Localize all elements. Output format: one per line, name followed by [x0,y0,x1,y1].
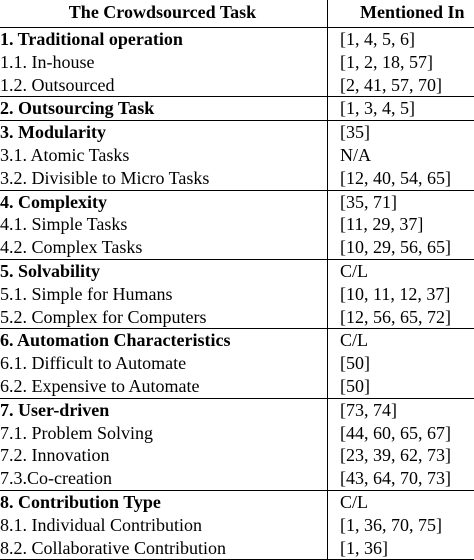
subcategory-row [0,306,474,329]
reference-cell: [50] [340,353,370,374]
reference-cell: [1, 36] [340,537,388,558]
subcategory-row [0,375,474,398]
subcategory-row [0,236,474,259]
task-label: 3. Modularity [0,121,328,144]
subcategory-row [0,537,474,560]
task-label: 1.2. Outsourced [0,74,328,97]
subcategory-row [0,144,474,167]
subcategory-row [0,74,474,97]
subcategory-row [0,467,474,490]
reference-cell: [50] [340,375,370,396]
reference-cell: [73, 74] [340,399,397,420]
task-label: 2. Outsourcing Task [0,97,328,120]
category-row [0,491,474,514]
task-label: 6.2. Expensive to Automate [0,375,328,398]
task-label: 7.2. Innovation [0,444,328,467]
task-label: 5. Solvability [0,260,328,283]
subcategory-row [0,352,474,375]
task-label: 3.1. Atomic Tasks [0,144,328,167]
category-row [0,260,474,283]
task-label: 5.2. Complex for Computers [0,306,328,329]
reference-cell: [2, 41, 57, 70] [340,74,442,95]
task-label: 1.1. In-house [0,51,328,74]
subcategory-row [0,422,474,445]
task-label: 4.2. Complex Tasks [0,236,328,259]
task-label: 1. Traditional operation [0,28,328,51]
task-label: 6.1. Difficult to Automate [0,352,328,375]
subcategory-row [0,167,474,190]
reference-cell: C/L [340,330,369,351]
task-label: 6. Automation Characteristics [0,329,328,352]
reference-cell: [10, 29, 56, 65] [340,237,451,258]
reference-cell: [23, 39, 62, 73] [340,445,451,466]
table-header [0,0,474,28]
reference-cell: N/A [340,144,371,165]
reference-cell: C/L [340,491,369,512]
table-group [0,260,474,329]
category-row [0,97,474,120]
reference-cell: [44, 60, 65, 67] [340,422,451,443]
reference-cell: [43, 64, 70, 73] [340,468,451,489]
task-label: 4.1. Simple Tasks [0,213,328,236]
category-row [0,399,474,422]
task-label: 8.2. Collaborative Contribution [0,537,328,560]
table-body [0,28,474,560]
task-label: 4. Complexity [0,191,328,214]
category-row [0,121,474,144]
table-group [0,28,474,97]
task-label: 8. Contribution Type [0,491,328,514]
task-label: 7.1. Problem Solving [0,422,328,445]
reference-cell: [10, 11, 12, 37] [340,283,451,304]
task-label: 7. User-driven [0,399,328,422]
reference-cell: [35, 71] [340,191,397,212]
reference-cell: [1, 4, 5, 6] [340,29,415,49]
header-task: The Crowdsourced Task [0,0,328,27]
reference-cell: [1, 2, 18, 57] [340,51,433,72]
header-mentioned-in: Mentioned In [360,2,465,22]
reference-cell: [1, 3, 4, 5] [340,98,415,119]
subcategory-row [0,51,474,74]
table-group [0,329,474,398]
reference-cell: [12, 40, 54, 65] [340,167,451,188]
task-label: 5.1. Simple for Humans [0,283,328,306]
reference-cell: [12, 56, 65, 72] [340,306,451,327]
table-group [0,399,474,491]
task-label: 3.2. Divisible to Micro Tasks [0,167,328,190]
table-group [0,121,474,190]
subcategory-row [0,283,474,306]
category-row [0,191,474,214]
category-row [0,329,474,352]
subcategory-row [0,514,474,537]
subcategory-row [0,444,474,467]
subcategory-row [0,213,474,236]
category-row [0,28,474,51]
table-group [0,491,474,560]
task-label: 8.1. Individual Contribution [0,514,328,537]
task-label: 7.3.Co-creation [0,467,328,490]
reference-cell: [11, 29, 37] [340,214,424,235]
reference-cell: C/L [340,260,369,281]
table-group [0,191,474,260]
table-group [0,97,474,121]
reference-cell: [35] [340,122,370,143]
reference-cell: [1, 36, 70, 75] [340,514,442,535]
